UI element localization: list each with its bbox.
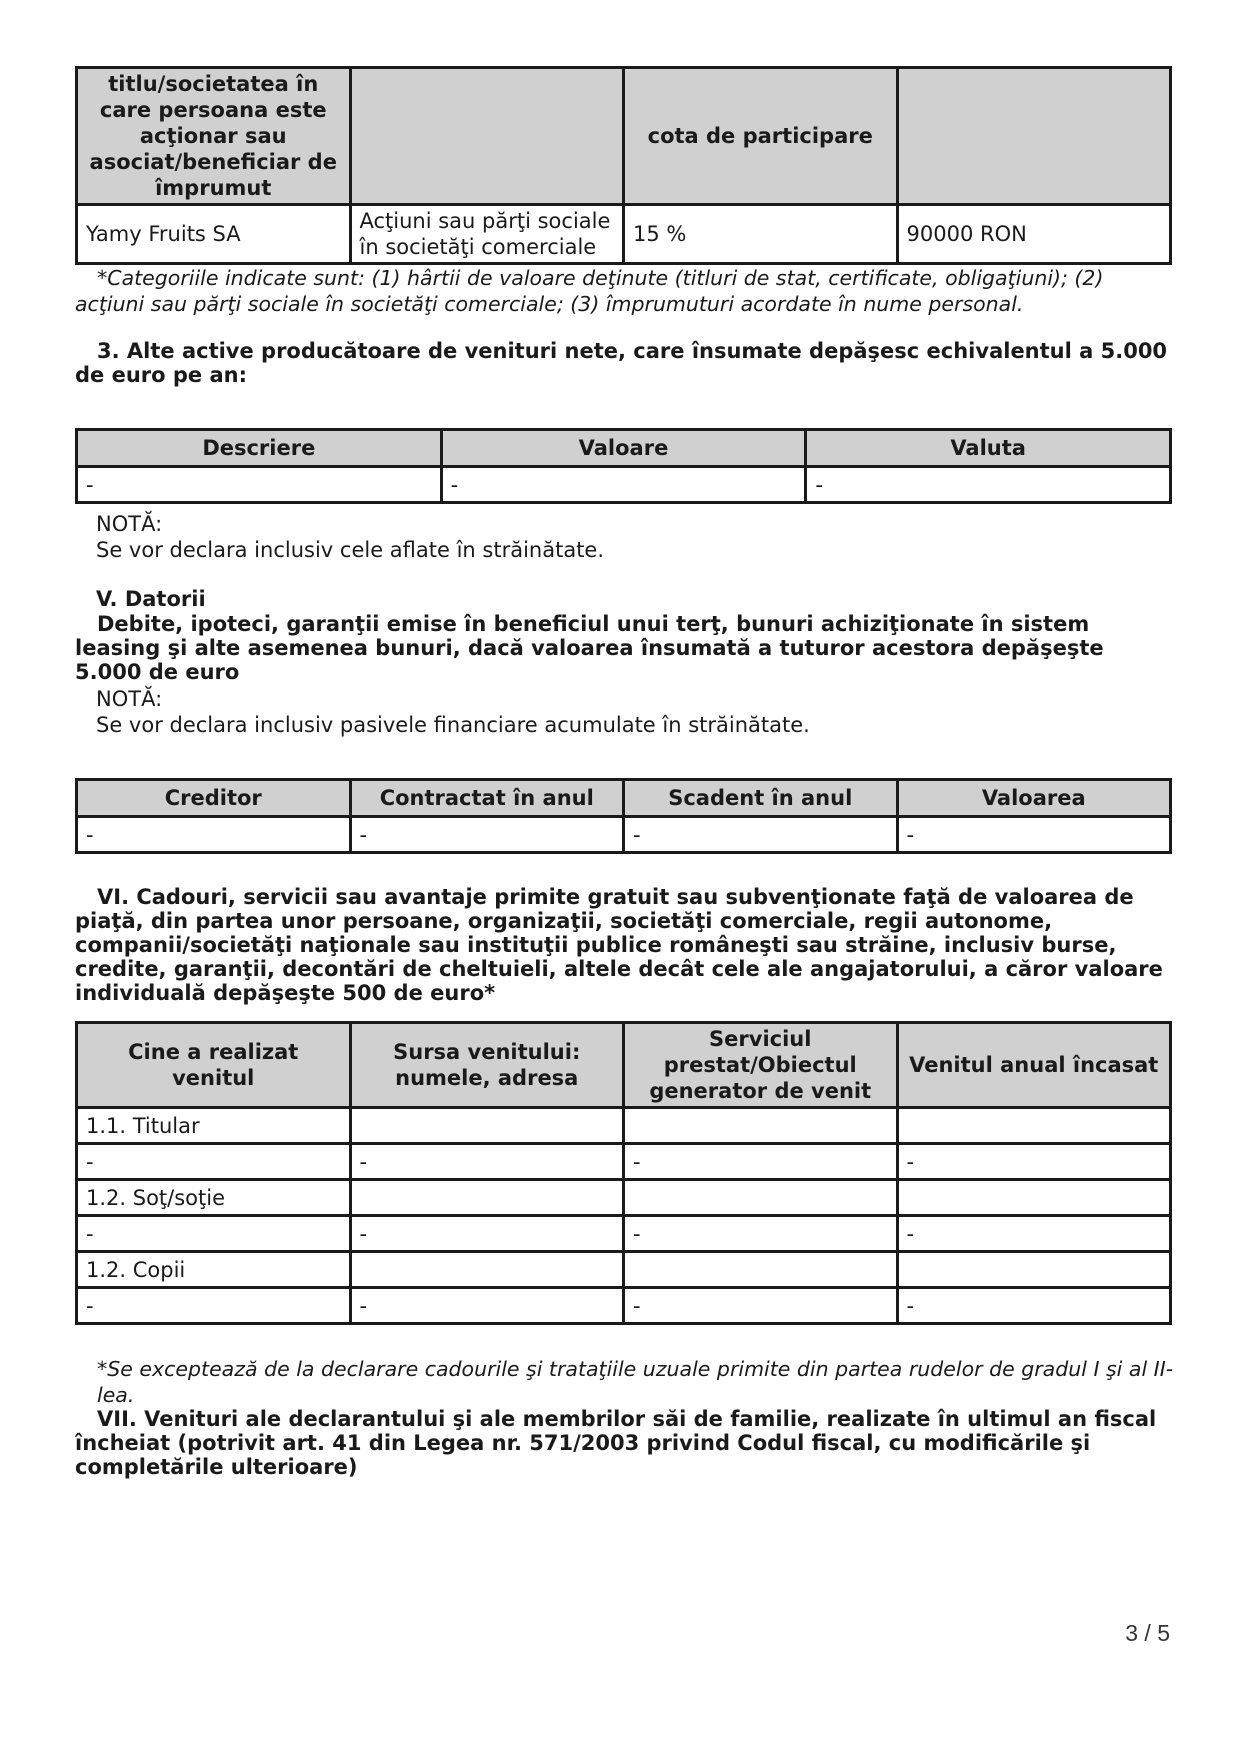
gifts-cell (897, 1180, 1171, 1216)
holdings-header-value (897, 68, 1171, 205)
table-row (77, 1252, 1171, 1288)
gifts-header-service: Serviciul prestat/Obiectul generator de venit (624, 1023, 898, 1108)
gifts-cell: 1.2. Copii (77, 1252, 351, 1288)
holdings-table (75, 66, 1172, 265)
section6-title: VI. Cadouri, servicii sau avantaje primite gratuit sau subvenţionate faţă de valoarea de piaţă, din partea unor persoane, organizaţii, societăţi comerciale, regii autonome, companii/societăţi naţionale sau instituţii publice româneşti sau străine, inclusiv burse, credite, garanţii, decontări de cheltuieli, altele decât cele ale angajatorului, a căror valoare individuală depăşeşte 500 de euro* (75, 885, 1163, 1005)
section3-note-text: Se vor declara inclusiv cele aflate în străinătate. (96, 538, 605, 562)
gifts-cell: 1.2. Soţ/soţie (77, 1180, 351, 1216)
gifts-cell (624, 1180, 898, 1216)
gifts-header-who: Cine a realizat venitul (77, 1023, 351, 1108)
gifts-cell: - (624, 1216, 898, 1252)
gifts-cell (897, 1108, 1171, 1144)
section5-title: V. Datorii (96, 587, 206, 611)
gifts-cell: - (624, 1288, 898, 1324)
gifts-cell (350, 1108, 624, 1144)
gifts-cell: - (897, 1144, 1171, 1180)
section7-title: VII. Venituri ale declarantului şi ale membrilor săi de familie, realizate în ultimul an fiscal încheiat (potrivit art. 41 din Legea nr. 571/2003 privind Codul fiscal, cu modificările şi completările ulterioare) (75, 1407, 1157, 1479)
debts-header-due: Scadent în anul (624, 780, 898, 817)
gifts-cell (624, 1108, 898, 1144)
section3-header-currency: Valuta (806, 430, 1171, 467)
section3-title: 3. Alte active producătoare de venituri nete, care însumate depăşesc echivalentul a 5.000 de euro pe an: (75, 339, 1168, 387)
section5-note-label: NOTĂ: (96, 687, 163, 711)
section6-table-wrap (75, 1021, 1173, 1325)
section3-table-wrap (75, 428, 1173, 504)
holdings-header-share: cota de participare (624, 68, 898, 205)
gifts-cell (897, 1252, 1171, 1288)
categories-note: *Categoriile indicate sunt: (1) hârtii de valoare deţinute (titluri de stat, certificate, obligaţiuni); (2) acţiuni sau părţi sociale în societăţi comerciale; (3) împrumuturi acordate în nume personal. (75, 266, 1104, 316)
gifts-cell: - (77, 1216, 351, 1252)
section3-note-label: NOTĂ: (96, 512, 163, 536)
table-row (77, 1180, 1171, 1216)
section3-cell: - (77, 467, 442, 503)
debts-header-amount: Valoarea (897, 780, 1171, 817)
table-row (77, 1288, 1171, 1324)
holdings-cell: Acţiuni sau părţi sociale în societăţi comerciale (350, 205, 624, 264)
gifts-cell: - (350, 1216, 624, 1252)
debts-header-creditor: Creditor (77, 780, 351, 817)
gifts-cell: - (897, 1216, 1171, 1252)
table-row (77, 1144, 1171, 1180)
gifts-cell (350, 1252, 624, 1288)
gifts-cell: - (77, 1288, 351, 1324)
debts-header-contracted: Contractat în anul (350, 780, 624, 817)
holdings-header-type (350, 68, 624, 205)
section5-subtitle: Debite, ipoteci, garanţii emise în beneficiul unui terţ, bunuri achiziţionate în sistem leasing şi alte asemenea bunuri, dacă valoarea însumată a tuturor acestora depăşeşte 5.000 de euro (75, 612, 1104, 684)
section3-cell: - (441, 467, 806, 503)
gifts-cell: - (350, 1288, 624, 1324)
debts-cell: - (350, 817, 624, 853)
section3-header-value: Valoare (441, 430, 806, 467)
section3-cell: - (806, 467, 1171, 503)
gifts-table (75, 1021, 1172, 1325)
table-row (77, 1108, 1171, 1144)
holdings-header-entity: titlu/societatea în care persoana este acţionar sau asociat/beneficiar de împrumut (77, 68, 351, 205)
holdings-cell: 15 % (624, 205, 898, 264)
gifts-cell (350, 1180, 624, 1216)
section5-table-wrap (75, 778, 1173, 854)
gifts-cell: 1.1. Titular (77, 1108, 351, 1144)
table-row (77, 1216, 1171, 1252)
gifts-cell: - (897, 1288, 1171, 1324)
section5-note-text: Se vor declara inclusiv pasivele financiare acumulate în străinătate. (96, 713, 810, 737)
gifts-header-source: Sursa venitului: numele, adresa (350, 1023, 624, 1108)
gifts-header-income: Venitul anual încasat (897, 1023, 1171, 1108)
holdings-cell: 90000 RON (897, 205, 1171, 264)
gifts-cell: - (350, 1144, 624, 1180)
debts-cell: - (77, 817, 351, 853)
debts-cell: - (624, 817, 898, 853)
section6-footnote: *Se exceptează de la declarare cadourile şi trataţiile uzuale primite din partea rudelor de gradul I şi al II-lea. (97, 1357, 1174, 1407)
section3-header-description: Descriere (77, 430, 442, 467)
holdings-table-wrap (75, 66, 1173, 265)
debts-cell: - (897, 817, 1171, 853)
section3-table (75, 428, 1172, 504)
debts-table (75, 778, 1172, 854)
holdings-cell: Yamy Fruits SA (77, 205, 351, 264)
gifts-cell: - (624, 1144, 898, 1180)
gifts-cell (624, 1252, 898, 1288)
page-number: 3 / 5 (1125, 1620, 1170, 1646)
gifts-cell: - (77, 1144, 351, 1180)
